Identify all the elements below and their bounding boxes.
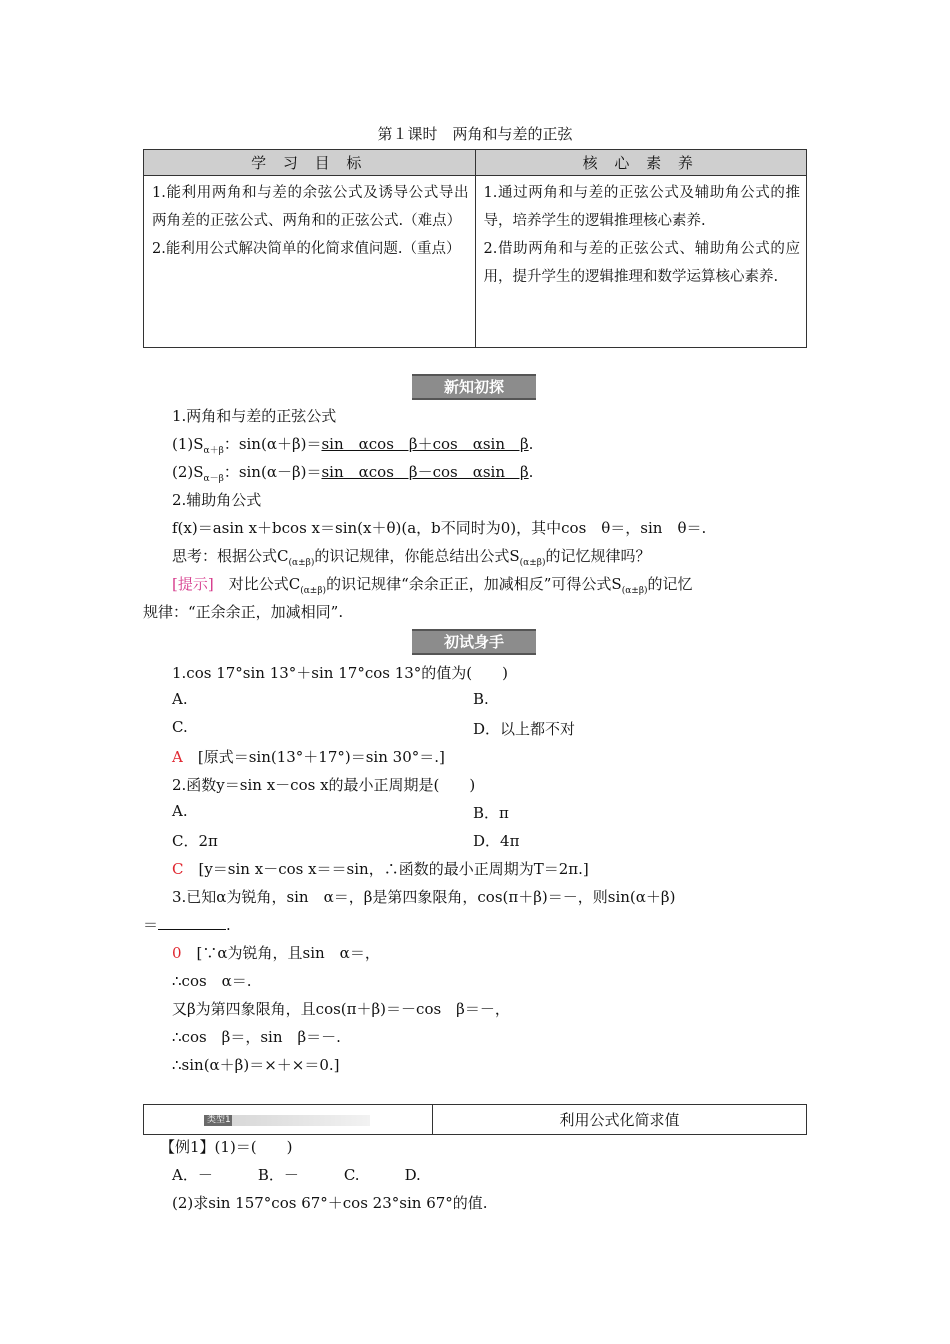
q2-option-d: D．4π	[473, 832, 520, 850]
q1-option-c: C.	[172, 718, 188, 736]
answer-3-step: ∴cos β＝，sin β＝－.	[172, 1028, 341, 1046]
objectives-table	[143, 149, 807, 348]
answer-3: 0 [∵α为锐角，且sin α＝，	[172, 944, 380, 962]
answer-3-step: ∴cos α＝.	[172, 972, 252, 990]
q2-option-b: B．π	[473, 804, 509, 822]
answer-3-step: 又β为第四象限角，且cos(π＋β)＝－cos β＝－，	[172, 1000, 510, 1018]
competency-item: 2.借助两角和与差的正弦公式、辅助角公式的应用，提升学生的逻辑推理和数学运算核心素养.	[483, 241, 800, 285]
question-3: 3.已知α为锐角，sin α＝，β是第四象限角，cos(π＋β)＝－，则sin(α＋β)	[172, 888, 676, 906]
type-box	[143, 1104, 807, 1135]
competency-item: 1.通过两角和与差的正弦公式及辅助角公式的推导，培养学生的逻辑推理核心素养.	[483, 185, 800, 229]
section-banner-try: 初试身手	[412, 629, 536, 655]
heading-auxiliary-angle: 2.辅助角公式	[172, 491, 262, 509]
q2-option-a: A.	[172, 802, 188, 820]
objective-item: 1.能利用两角和与差的余弦公式及诱导公式导出两角差的正弦公式、两角和的正弦公式.（难点）	[152, 185, 469, 229]
type-title: 利用公式化简求值	[433, 1105, 807, 1135]
heading-sine-formula: 1.两角和与差的正弦公式	[172, 407, 337, 425]
example-1-part-2: (2)求sin 157°cos 67°＋cos 23°sin 67°的值.	[172, 1194, 488, 1212]
section-banner-new-knowledge: 新知初探	[412, 374, 536, 400]
auxiliary-angle-formula: f(x)＝asin x＋bcos x＝sin(x＋θ)(a，b不同时为0)，其中cos θ＝，sin θ＝.	[172, 519, 707, 537]
answer-2: C [y＝sin x－cos x＝＝sin，∴函数的最小正周期为T＝2π.]	[172, 860, 589, 878]
answer-blank	[158, 915, 226, 930]
objectives-header: 学 习 目 标	[144, 150, 476, 176]
q1-option-a: A.	[172, 690, 188, 708]
q1-option-b: B.	[473, 690, 489, 708]
formula-difference-answer: sin αcos β－cos αsin β	[321, 463, 529, 481]
answer-2-letter: C	[172, 860, 184, 878]
competencies-cell	[475, 176, 807, 348]
competencies-header: 核 心 素 养	[475, 150, 807, 176]
question-1: 1.cos 17°sin 13°＋sin 17°cos 13°的值为( )	[172, 664, 509, 682]
answer-3-value: 0	[172, 944, 182, 962]
answer-1: A [原式＝sin(13°＋17°)＝sin 30°＝.]	[172, 748, 445, 766]
q1-option-d: D．以上都不对	[473, 720, 576, 738]
question-3-blank-line: ＝ .	[143, 916, 231, 934]
answer-1-letter: A	[172, 748, 183, 766]
formula-sum-answer: sin αcos β＋cos αsin β	[321, 435, 529, 453]
type-tag: 类型1	[204, 1115, 370, 1126]
formula-sum: $(1)S_{\alpha+\beta}$：sin(α＋β)＝sin αcos β＋cos αsin β.	[172, 435, 534, 456]
hint-line-continued: 规律：“正余余正，加减相同”.	[143, 603, 344, 621]
lesson-title: 第１课时 两角和与差的正弦	[377, 125, 573, 143]
hint-label: [提示]	[172, 575, 214, 593]
formula-difference: $(2)S_{\alpha-\beta}$：sin(α－β)＝sin αcos β－cos αsin β.	[172, 463, 534, 484]
type-tag-cell	[144, 1105, 433, 1135]
objective-item: 2.能利用公式解决简单的化简求值问题.（重点）	[152, 241, 461, 257]
think-question: 思考：根据公式$C_{(\alpha\pm\beta)}$的识记规律，你能总结出公式$S_{(\alpha\pm\beta)}$的记忆规律吗？	[172, 547, 651, 568]
q2-option-c: C．2π	[172, 832, 218, 850]
question-2: 2.函数y＝sin x－cos x的最小正周期是( )	[172, 776, 476, 794]
answer-3-step: ∴sin(α＋β)＝×＋×＝0.]	[172, 1056, 340, 1074]
example-1-options: A．－ B．－ C. D.	[172, 1166, 421, 1184]
hint-line: [提示] 对比公式$C_{(\alpha\pm\beta)}$的识记规律“余余正正，加减相反”可得公式$S_{(\alpha\pm\beta)}$的记忆	[172, 575, 693, 596]
example-1: 【例1】(1)＝( )	[160, 1138, 293, 1156]
objectives-cell	[144, 176, 476, 348]
